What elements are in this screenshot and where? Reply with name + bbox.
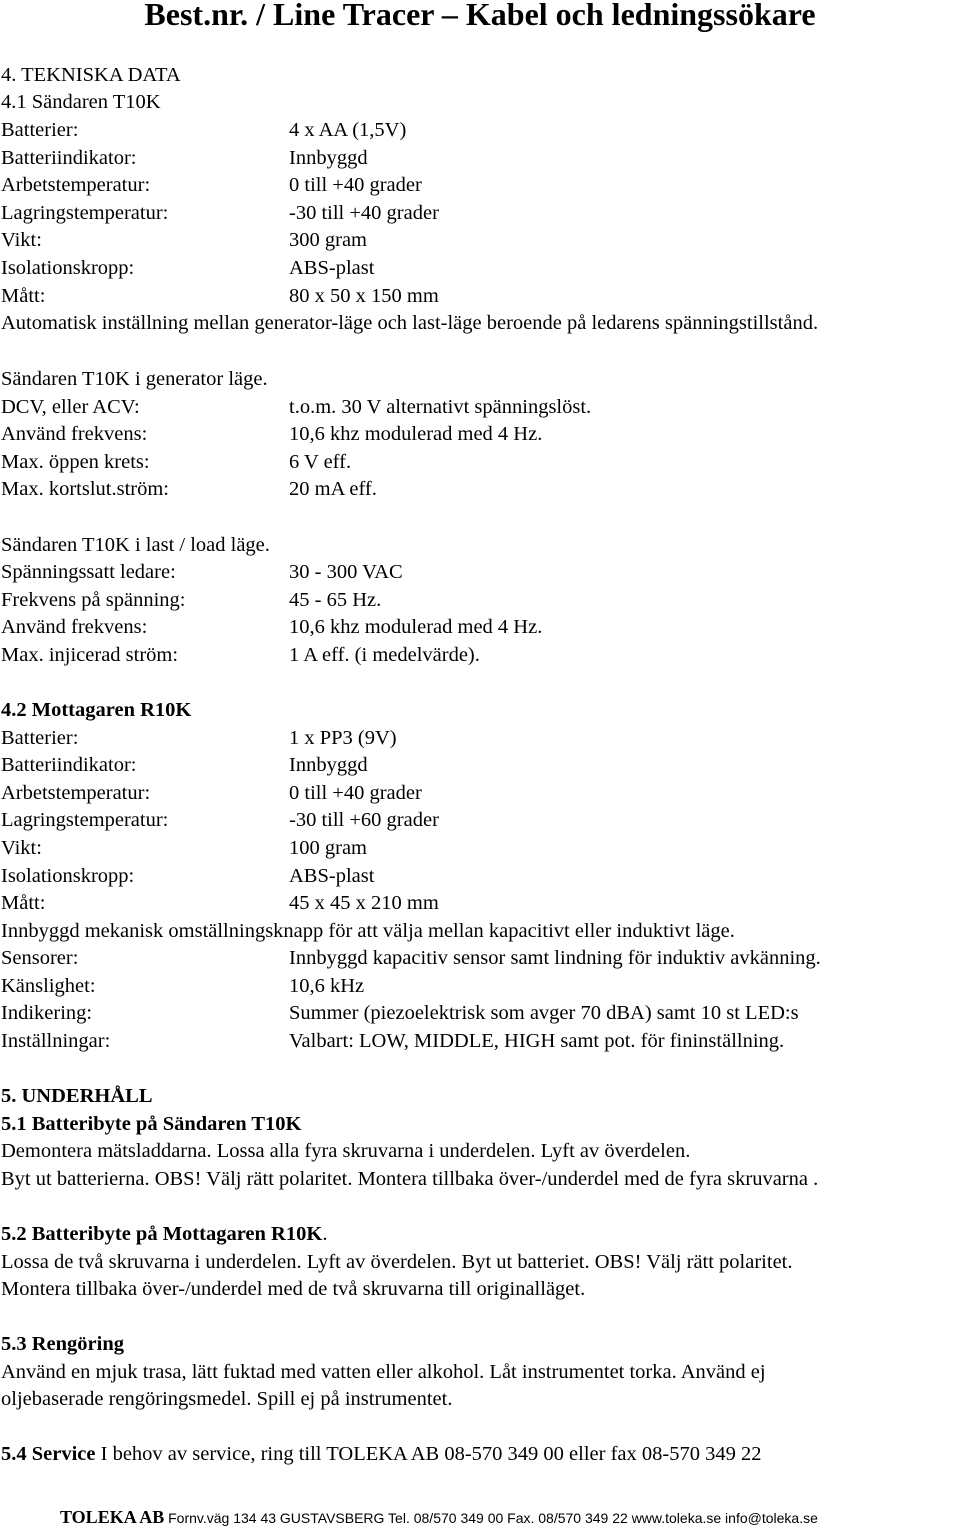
- footer-company: TOLEKA AB: [60, 1507, 165, 1527]
- spec-value: 300 gram: [289, 229, 367, 251]
- section-5-4-line: [1, 1441, 761, 1467]
- load-mode-heading: Sändaren T10K i last / load läge.: [1, 534, 270, 556]
- spec-value: 1 x PP3 (9V): [289, 727, 397, 749]
- section-4-2-heading: 4.2 Mottagaren R10K: [1, 699, 192, 721]
- spec-value: 10,6 kHz: [289, 975, 365, 997]
- spec-label: Använd frekvens:: [1, 423, 148, 445]
- service-text: I behov av service, ring till TOLEKA AB 08-570 349 00 eller fax 08-570 349 22: [95, 1443, 762, 1465]
- auto-mode-note: Automatisk inställning mellan generator-läge och last-läge beroende på ledarens spänningstillstånd.: [1, 312, 819, 334]
- spec-label: Batterier:: [1, 727, 79, 749]
- spec-label: Arbetstemperatur:: [1, 782, 151, 804]
- spec-label: DCV, eller ACV:: [1, 396, 140, 418]
- section-5-heading: 5. UNDERHÅLL: [1, 1085, 153, 1107]
- spec-value: Innbyggd kapacitiv sensor samt lindning för induktiv avkänning.: [289, 947, 821, 969]
- spec-value: 1 A eff. (i medelvärde).: [289, 644, 480, 666]
- paragraph-line: Använd en mjuk trasa, lätt fuktad med vatten eller alkohol. Låt instrumentet torka. Använd ej: [1, 1361, 766, 1383]
- paragraph-line: Montera tillbaka över-/underdel med de två skruvarna till originalläget.: [1, 1278, 586, 1300]
- spec-label: Isolationskropp:: [1, 865, 135, 887]
- paragraph-line: Byt ut batterierna. OBS! Välj rätt polaritet. Montera tillbaka över-/underdel med de fyra skruvarna .: [1, 1168, 819, 1190]
- spec-label: Spänningssatt ledare:: [1, 561, 176, 583]
- spec-value: 0 till +40 grader: [289, 782, 422, 804]
- spec-value: Innbyggd: [289, 147, 368, 169]
- section-5-4-heading: 5.4 Service: [1, 1443, 96, 1465]
- spec-label: Batterier:: [1, 119, 79, 141]
- spec-value: ABS-plast: [289, 257, 375, 279]
- spec-value: 10,6 khz modulerad med 4 Hz.: [289, 616, 543, 638]
- spec-value: 45 - 65 Hz.: [289, 589, 382, 611]
- spec-label: Batteriindikator:: [1, 147, 137, 169]
- section-4-1-heading: 4.1 Sändaren T10K: [1, 91, 161, 113]
- spec-value: 0 till +40 grader: [289, 174, 422, 196]
- section-5-2-title: 5.2 Batteribyte på Mottagaren R10K: [1, 1223, 323, 1245]
- spec-label: Indikering:: [1, 1002, 93, 1024]
- section-5-1-heading: 5.1 Batteribyte på Sändaren T10K: [1, 1113, 302, 1135]
- page-footer: [60, 1508, 818, 1527]
- spec-label: Batteriindikator:: [1, 754, 137, 776]
- spec-value: Innbyggd: [289, 754, 368, 776]
- footer-contact: Fornv.väg 134 43 GUSTAVSBERG Tel. 08/570 349 00 Fax. 08/570 349 22 www.toleka.se info@toleka.se: [164, 1510, 818, 1526]
- spec-label: Vikt:: [1, 229, 42, 251]
- spec-label: Lagringstemperatur:: [1, 202, 169, 224]
- spec-label: Frekvens på spänning:: [1, 589, 186, 611]
- spec-value: 80 x 50 x 150 mm: [289, 285, 439, 307]
- spec-value: t.o.m. 30 V alternativt spänningslöst.: [289, 396, 592, 418]
- page-title: Best.nr. / Line Tracer – Kabel och ledningssökare: [144, 0, 816, 32]
- spec-value: 45 x 45 x 210 mm: [289, 892, 439, 914]
- mechanical-switch-note: Innbyggd mekanisk omställningsknapp för att välja mellan kapacitivt eller induktivt läge.: [1, 920, 735, 942]
- spec-value: 20 mA eff.: [289, 478, 377, 500]
- spec-label: Mått:: [1, 892, 46, 914]
- spec-label: Sensorer:: [1, 947, 79, 969]
- section-5-2-heading: [1, 1221, 327, 1247]
- paragraph-line: Demontera mätsladdarna. Lossa alla fyra skruvarna i underdelen. Lyft av överdelen.: [1, 1140, 691, 1162]
- section-5-2-dot: .: [322, 1223, 328, 1245]
- spec-value: Summer (piezoelektrisk som avger 70 dBA) samt 10 st LED:s: [289, 1002, 799, 1024]
- spec-value: ABS-plast: [289, 865, 375, 887]
- spec-label: Arbetstemperatur:: [1, 174, 151, 196]
- spec-label: Känslighet:: [1, 975, 96, 997]
- spec-label: Max. kortslut.ström:: [1, 478, 169, 500]
- spec-label: Lagringstemperatur:: [1, 809, 169, 831]
- spec-value: 4 x AA (1,5V): [289, 119, 407, 141]
- spec-value: -30 till +60 grader: [289, 809, 439, 831]
- spec-label: Använd frekvens:: [1, 616, 148, 638]
- generator-mode-heading: Sändaren T10K i generator läge.: [1, 368, 268, 390]
- spec-label: Mått:: [1, 285, 46, 307]
- spec-label: Max. injicerad ström:: [1, 644, 179, 666]
- spec-label: Vikt:: [1, 837, 42, 859]
- spec-value: -30 till +40 grader: [289, 202, 439, 224]
- spec-value: 6 V eff.: [289, 451, 352, 473]
- spec-label: Max. öppen krets:: [1, 451, 150, 473]
- paragraph-line: oljebaserade rengöringsmedel. Spill ej på instrumentet.: [1, 1388, 453, 1410]
- spec-label: Inställningar:: [1, 1030, 111, 1052]
- spec-label: Isolationskropp:: [1, 257, 135, 279]
- spec-value: Valbart: LOW, MIDDLE, HIGH samt pot. för fininställning.: [289, 1030, 785, 1052]
- paragraph-line: Lossa de två skruvarna i underdelen. Lyft av överdelen. Byt ut batteriet. OBS! Välj rätt polaritet.: [1, 1251, 793, 1273]
- spec-value: 10,6 khz modulerad med 4 Hz.: [289, 423, 543, 445]
- section-5-3-heading: 5.3 Rengöring: [1, 1333, 124, 1355]
- spec-value: 100 gram: [289, 837, 367, 859]
- section-4-heading: 4. TEKNISKA DATA: [1, 64, 181, 86]
- spec-value: 30 - 300 VAC: [289, 561, 403, 583]
